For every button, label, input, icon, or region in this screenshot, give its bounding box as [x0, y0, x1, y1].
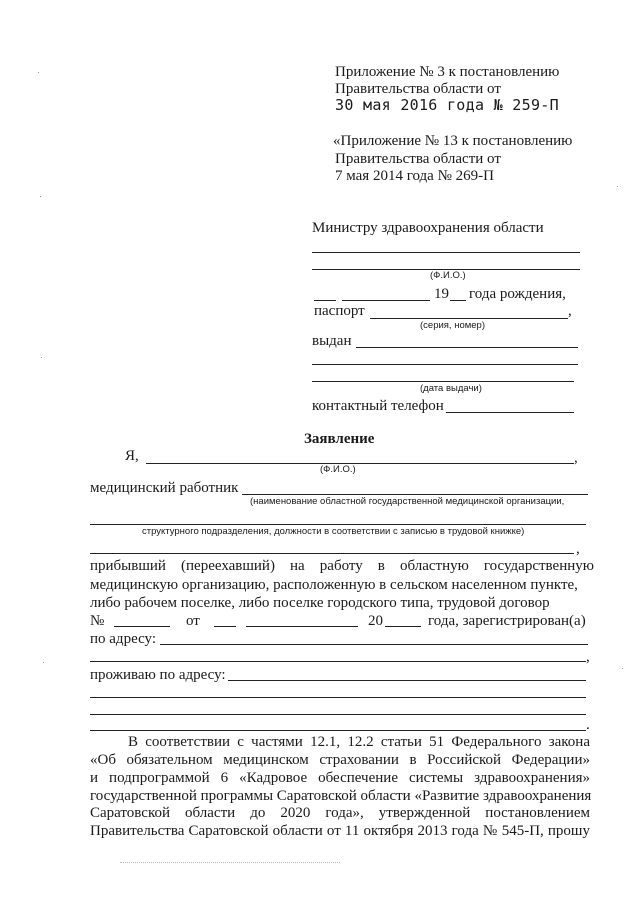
scan-speck	[41, 357, 42, 358]
residence-line-4[interactable]	[90, 730, 586, 731]
contract-no-label: №	[90, 613, 105, 629]
paragraph-line: В соответствии с частями 12.1, 12.2 статьи 51 Федерального закона	[128, 734, 590, 750]
unit-comma: ,	[576, 541, 580, 557]
fio-caption: (Ф.И.О.)	[430, 270, 466, 281]
phone-line[interactable]	[446, 412, 574, 413]
issued-label: выдан	[312, 333, 352, 349]
paragraph-line: государственной программы Саратовской области «Развитие здравоохранения	[90, 788, 592, 804]
passport-caption: (серия, номер)	[420, 320, 486, 331]
birth-year-suffix: года рождения,	[469, 286, 566, 302]
settlement-line: либо рабочем поселке, либо поселке городского типа, трудовой договор	[90, 595, 550, 611]
unit-caption: структурного подразделения, должности в соответствии с записью в трудовой книжке)	[142, 526, 525, 537]
paragraph-line: Правительства Саратовской области от 11 октября 2013 года № 545-П, прошу	[90, 823, 590, 839]
form-title: Заявление	[304, 431, 375, 447]
appendix3-line2: Правительства области от	[335, 81, 501, 97]
arrived-word: на	[290, 558, 305, 574]
contract-tail: года, зарегистрирован(а)	[428, 613, 586, 629]
paragraph-line: Саратовской области до 2020 года», утвержденной постановлением	[90, 805, 590, 821]
scan-speck	[43, 662, 44, 663]
birth-year-line[interactable]	[450, 300, 466, 301]
contract-month-line[interactable]	[246, 626, 358, 627]
address-line-1[interactable]	[160, 644, 588, 645]
residence-line-3[interactable]	[90, 714, 586, 715]
appendix3-line3: 30 мая 2016 года № 259-П	[335, 96, 559, 114]
issued-line-2[interactable]	[312, 364, 578, 365]
passport-label: паспорт	[314, 303, 365, 319]
appendix13-line2: Правительства области от	[335, 151, 501, 167]
contract-number-line[interactable]	[114, 626, 170, 627]
applicant-fio-line[interactable]	[146, 463, 574, 464]
scan-speck	[40, 196, 41, 197]
arrived-word: работу	[319, 558, 363, 574]
residing-label: проживаю по адресу:	[90, 667, 226, 683]
arrived-word: (переехавший)	[181, 558, 275, 574]
passport-comma: ,	[568, 303, 572, 319]
scan-speck	[622, 668, 623, 669]
arrived-line	[90, 557, 594, 575]
footer-scan-noise	[120, 862, 340, 863]
address-comma: ,	[586, 649, 590, 665]
arrived-word: в	[377, 558, 385, 574]
organization-caption: (наименование областной государственной медицинской организации,	[250, 496, 565, 507]
arrived-word: государственную	[483, 558, 594, 574]
paragraph-line: и подпрограммой 6 «Кадровое обеспечение системы здравоохранения»	[90, 770, 590, 786]
issued-line-1[interactable]	[356, 347, 578, 348]
birth-month-line[interactable]	[342, 300, 430, 301]
fio-line-1[interactable]	[312, 252, 580, 253]
address-line-2[interactable]	[90, 661, 586, 662]
appendix3-line1: Приложение № 3 к постановлению	[335, 64, 560, 80]
unit-line[interactable]	[90, 524, 586, 525]
applicant-fio-caption: (Ф.И.О.)	[320, 464, 356, 475]
birth-year-prefix: 19	[434, 286, 449, 302]
org-line: медицинскую организацию, расположенную в сельском населенном пункте,	[90, 577, 578, 593]
contract-year-prefix: 20	[368, 613, 383, 629]
fio-comma: ,	[574, 450, 578, 466]
appendix13-line3: 7 мая 2014 года № 269-П	[335, 168, 494, 184]
phone-label: контактный телефон	[312, 398, 444, 414]
residence-period: .	[586, 717, 590, 733]
address-label: по адресу:	[90, 631, 157, 647]
arrived-word: прибывший	[90, 558, 166, 574]
i-label: Я,	[125, 448, 139, 464]
worker-label: медицинский работник	[90, 480, 239, 496]
passport-line[interactable]	[370, 318, 568, 319]
birth-day-line[interactable]	[314, 300, 336, 301]
contract-year-line[interactable]	[385, 626, 421, 627]
minister-label: Министру здравоохранения области	[312, 220, 544, 236]
appendix13-line1: «Приложение № 13 к постановлению	[333, 133, 573, 149]
paragraph-line: «Об обязательном медицинском страховании в Российской Федерации»	[90, 752, 590, 768]
contract-day-line[interactable]	[214, 626, 236, 627]
arrived-word: областную	[399, 558, 469, 574]
scan-speck	[38, 72, 39, 73]
issued-line-3[interactable]	[312, 381, 574, 382]
contract-from-label: от	[186, 613, 200, 629]
residence-line-1[interactable]	[228, 680, 586, 681]
unit-line-2[interactable]	[90, 553, 574, 554]
residence-line-2[interactable]	[90, 697, 586, 698]
issue-date-caption: (дата выдачи)	[420, 383, 482, 394]
organization-line[interactable]	[242, 494, 588, 495]
scan-speck	[617, 186, 618, 187]
